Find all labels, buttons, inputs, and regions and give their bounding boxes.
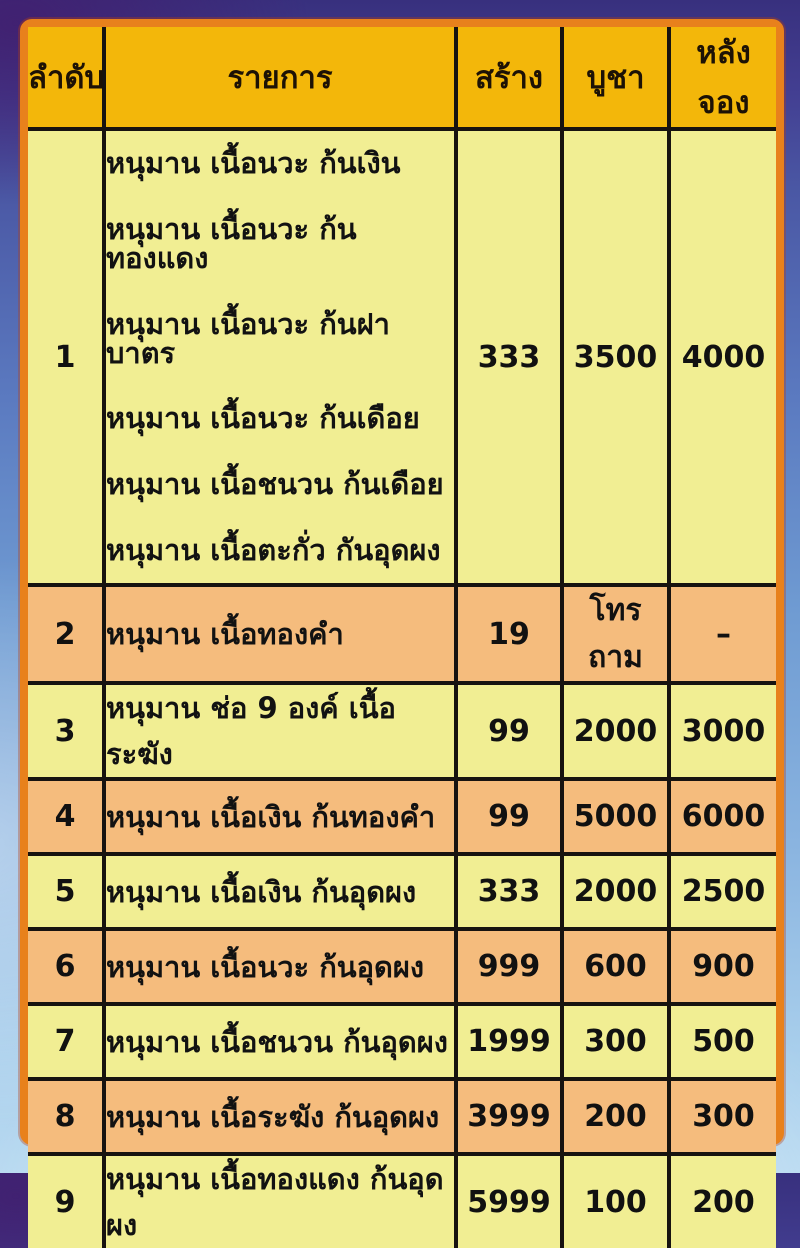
table-row: [28, 1079, 776, 1154]
row-item-cell: [104, 129, 456, 585]
row-price: 5000: [562, 779, 669, 854]
row-made-count: 333: [456, 854, 562, 929]
row-made-count: 1999: [456, 1004, 562, 1079]
row-item-cell: หนุมาน เนื้อทองแดง ก้นอุดผง: [104, 1154, 456, 1248]
row-after-reserve-price: 3000: [669, 683, 776, 779]
row-item-cell: หนุมาน ช่อ 9 องค์ เนื้อระฆัง: [104, 683, 456, 779]
row-after-reserve-price: 900: [669, 929, 776, 1004]
item-line: หนุมาน เนื้อนวะ ก้นทองแดง: [106, 211, 357, 275]
row-item-cell: หนุมาน เนื้อระฆัง ก้นอุดผง: [104, 1079, 456, 1154]
row-item-cell: หนุมาน เนื้อนวะ ก้นอุดผง: [104, 929, 456, 1004]
row-after-reserve-price: 2500: [669, 854, 776, 929]
col-header-order: ลำดับ: [28, 27, 104, 129]
row-item-cell: หนุมาน เนื้อเงิน ก้นอุดผง: [104, 854, 456, 929]
row-order-number: 4: [28, 779, 104, 854]
row-order-number: 8: [28, 1079, 104, 1154]
row-made-count: 99: [456, 683, 562, 779]
row-price: 600: [562, 929, 669, 1004]
row-made-count: 333: [456, 129, 562, 585]
row-made-count: 999: [456, 929, 562, 1004]
table-body: [28, 129, 776, 1248]
row-price: 3500: [562, 129, 669, 585]
row-order-number: 3: [28, 683, 104, 779]
row-after-reserve-price: 6000: [669, 779, 776, 854]
row-price: 300: [562, 1004, 669, 1079]
col-header-item: รายการ: [104, 27, 456, 129]
item-line-stack: [106, 131, 454, 583]
row-order-number: 1: [28, 129, 104, 585]
table-row: [28, 779, 776, 854]
col-header-price: บูชา: [562, 27, 669, 129]
row-order-number: 7: [28, 1004, 104, 1079]
item-line: หนุมาน เนื้อชนวน ก้นเดือย: [106, 466, 444, 501]
row-order-number: 5: [28, 854, 104, 929]
row-order-number: 6: [28, 929, 104, 1004]
table-row: [28, 854, 776, 929]
row-after-reserve-price: 500: [669, 1004, 776, 1079]
row-after-reserve-price: 200: [669, 1154, 776, 1248]
row-made-count: 99: [456, 779, 562, 854]
row-price: 100: [562, 1154, 669, 1248]
row-price: 2000: [562, 854, 669, 929]
row-price: 200: [562, 1079, 669, 1154]
table-row: [28, 1004, 776, 1079]
table-row: [28, 1154, 776, 1248]
table-row: [28, 129, 776, 585]
row-order-number: 9: [28, 1154, 104, 1248]
price-table-frame: [20, 19, 784, 1242]
row-made-count: 19: [456, 585, 562, 683]
col-header-made: สร้าง: [456, 27, 562, 129]
row-order-number: 2: [28, 585, 104, 683]
item-line: หนุมาน เนื้อนวะ ก้นเงิน: [106, 146, 401, 181]
row-item-cell: หนุมาน เนื้อชนวน ก้นอุดผง: [104, 1004, 456, 1079]
table-row: [28, 683, 776, 779]
row-item-cell: หนุมาน เนื้อเงิน ก้นทองคำ: [104, 779, 456, 854]
row-made-count: 3999: [456, 1079, 562, 1154]
row-after-reserve-price: 4000: [669, 129, 776, 585]
item-line: หนุมาน เนื้อนวะ ก้นฝาบาตร: [106, 306, 390, 370]
item-line: หนุมาน เนื้อนวะ ก้นเดือย: [106, 401, 420, 436]
row-price: 2000: [562, 683, 669, 779]
row-made-count: 5999: [456, 1154, 562, 1248]
item-line: หนุมาน เนื้อตะกั่ว กันอุดผง: [106, 532, 441, 567]
row-after-reserve-price: –: [669, 585, 776, 683]
table-header-row: [28, 27, 776, 129]
col-header-after-reserve: หลังจอง: [669, 27, 776, 129]
table-row: [28, 929, 776, 1004]
table-row: [28, 585, 776, 683]
row-price: โทรถาม: [562, 585, 669, 683]
row-after-reserve-price: 300: [669, 1079, 776, 1154]
price-table: [28, 27, 776, 1248]
row-item-cell: หนุมาน เนื้อทองคำ: [104, 585, 456, 683]
